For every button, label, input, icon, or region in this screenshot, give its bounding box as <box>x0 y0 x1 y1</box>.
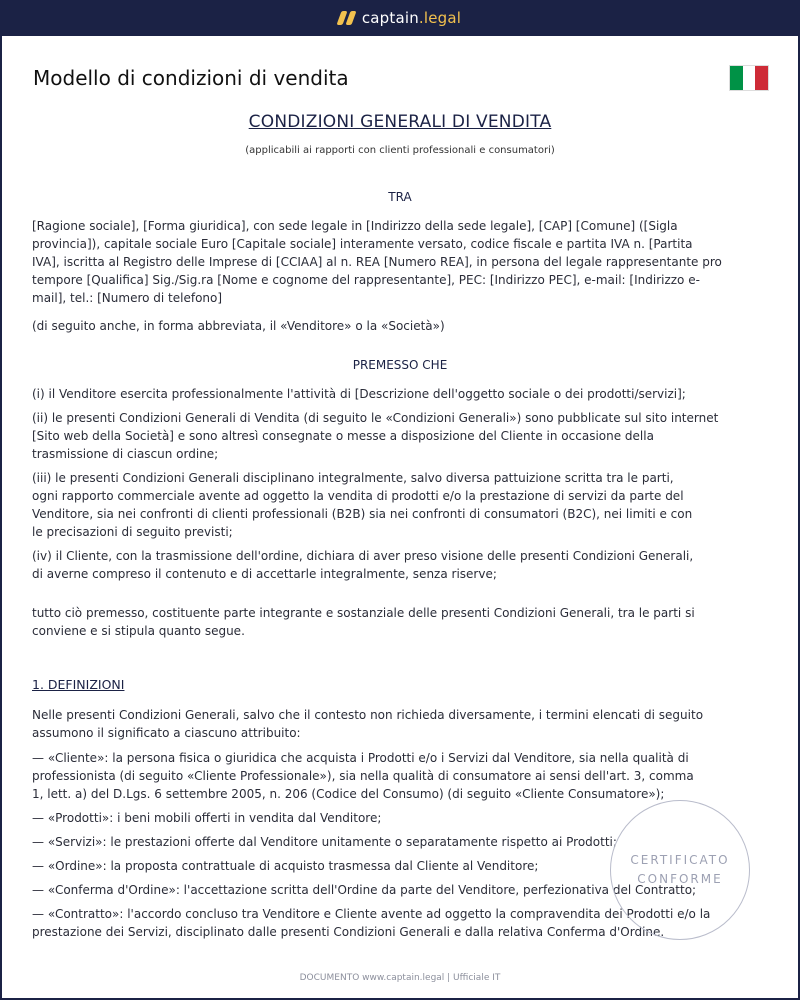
definition-item: — «Conferma d'Ordine»: l'accettazione scritta dell'Ordine da parte del Venditore, perfezionativa del Contratto; <box>32 883 697 897</box>
premesso-heading: PREMESSO CHE <box>352 358 448 372</box>
brand[interactable] <box>339 9 461 27</box>
italian-flag-icon <box>729 65 769 91</box>
section-intro: Nelle presenti Condizioni Generali, salvo che il contesto non richieda diversamente, i termini elencati di seguito assumono il significato a ciascuno attribuito: <box>32 708 704 740</box>
stamp-line: CONFORME <box>637 872 723 886</box>
document-page <box>2 36 798 998</box>
brand-tld: .legal <box>418 9 462 27</box>
page-footer: DOCUMENTO www.captain.legal | Ufficiale IT <box>299 973 501 983</box>
parties-paragraph: [Ragione sociale], [Forma giuridica], con sede legale in [Indirizzo della sede legale], [CAP] [Comune] ([Sigla provincia]), capitale sociale Euro [Capitale sociale] interamente versato, codice fiscale e partita IVA n. [Partita IVA], iscritta al Registro delle Imprese di [CCIAA] al n. REA [Numero REA], in persona del legale rappresentante pro tempore [Qualifica] Sig./Sig.ra [Nome e cognome del rappresentante], PEC: [Indirizzo PEC], e-mail: [Indirizzo e-mail], tel.: [Numero di telefono] <box>32 219 722 305</box>
tra-heading: TRA <box>388 190 412 204</box>
definition-item: — «Cliente»: la persona fisica o giuridica che acquista i Prodotti e/o i Servizi dal Venditore, sia nella qualità di professionista (di seguito «Cliente Professionale»), sia nella qualità di consumatore ai sensi dell'art. 3, comma 1, lett. a) del D.Lgs. 6 settembre 2005, n. 206 (Codice del Consumo) (di seguito «Cliente Consumatore»); <box>32 751 694 801</box>
page-title: Modello di condizioni di vendita <box>33 66 349 90</box>
certification-stamp <box>610 800 750 940</box>
section-heading-definizioni: 1. DEFINIZIONI <box>32 677 125 692</box>
conclusion-paragraph: tutto ciò premesso, costituente parte integrante e sostanziale delle presenti Condizioni Generali, tra le parti si conviene e si stipula quanto segue. <box>32 606 695 638</box>
definition-item: — «Ordine»: la proposta contrattuale di acquisto trasmessa dal Cliente al Venditore; <box>32 859 539 873</box>
definition-item: — «Contratto»: l'accordo concluso tra Venditore e Cliente avente ad oggetto la compravendita dei Prodotti e/o la prestazione dei Servizi, disciplinato dalle presenti Condizioni Generali e dalla relativa Conferma d'Ordine. <box>32 907 711 939</box>
document-title: CONDIZIONI GENERALI DI VENDITA <box>248 112 552 132</box>
abbreviation-paragraph: (di seguito anche, in forma abbreviata, il «Venditore» o la «Società») <box>32 319 445 333</box>
brand-name: captain <box>361 9 419 27</box>
definition-item: — «Prodotti»: i beni mobili offerti in vendita dal Venditore; <box>32 811 382 825</box>
definition-item: — «Servizi»: le prestazioni offerte dal Venditore unitamente o separatamente rispetto ai Prodotti; <box>32 835 617 849</box>
document-subtitle: (applicabili ai rapporti con clienti professionali e consumatori) <box>245 145 555 156</box>
top-bar <box>0 0 800 36</box>
stamp-line: CERTIFICATO <box>630 853 730 867</box>
captain-logo-icon <box>336 11 356 25</box>
premessa-item: (iii) le presenti Condizioni Generali disciplinano integralmente, salvo diversa pattuizione scritta tra le parti, ogni rapporto commerciale avente ad oggetto la vendita di prodotti e/o la prestazione di servizi da parte del Venditore, sia nei confronti di clienti professionali (B2B) sia nei confronti di consumatori (B2C), nei limiti e con le precisazioni di seguito previsti; <box>32 471 693 539</box>
premessa-item: (ii) le presenti Condizioni Generali di Vendita (di seguito le «Condizioni Generali») sono pubblicate sul sito internet [Sito web della Società] e sono altresì consegnate o messe a disposizione del Cliente in occasione della trasmissione di ciascun ordine; <box>32 411 719 461</box>
premessa-item: (i) il Venditore esercita professionalmente l'attività di [Descrizione dell'oggetto sociale o dei prodotti/servizi]; <box>32 387 686 401</box>
premessa-item: (iv) il Cliente, con la trasmissione dell'ordine, dichiara di aver preso visione delle presenti Condizioni Generali, di averne compreso il contenuto e di accettarle integralmente, senza riserve; <box>32 549 694 581</box>
